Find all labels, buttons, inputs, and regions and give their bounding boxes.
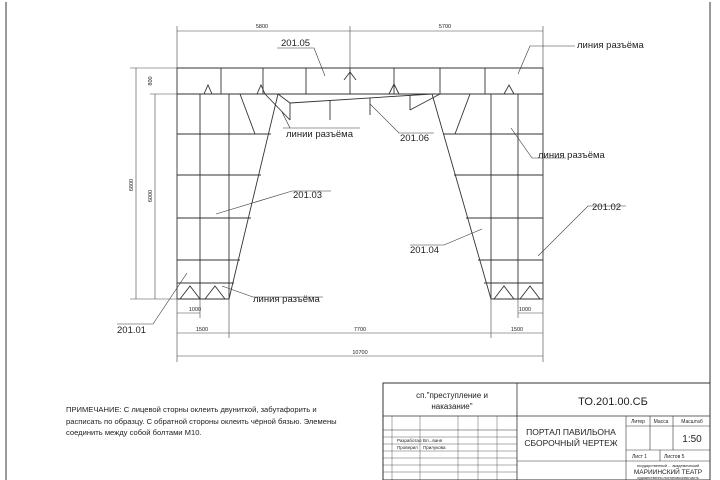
note-line-1: ПРИМЕЧАНИЕ: С лицевой сторны оклеить двуниткой, забутафорить и — [66, 405, 317, 414]
note-line-2: расписать по образцу. С обратной стороны оклеить чёрной бязью. Элемены — [66, 416, 337, 426]
tb-project-line1: сп."преступление и — [416, 391, 488, 400]
tb-row-developed-name: Вл...ваня — [423, 438, 443, 443]
tb-org-small2: художественно-постановочная часть — [637, 476, 699, 480]
label-split-top-right: линия разъёма — [577, 40, 644, 51]
tb-org-name: МАРИИНСКИЙ ТЕАТР — [633, 469, 703, 476]
label-201-05: 201.05 — [281, 38, 311, 49]
dim-bottom-right: 1500 — [510, 327, 524, 333]
tb-row-developed: Разработал — [397, 438, 422, 443]
dim-bottom-left-small: 1000 — [188, 307, 202, 313]
label-201-01: 201.01 — [117, 325, 147, 336]
tb-sheet: Лист 1 — [632, 454, 648, 460]
lintel-201-06 — [265, 94, 440, 120]
dim-top-band: 800 — [148, 76, 154, 86]
dim-top-left: 5800 — [255, 24, 269, 30]
tb-project-line2: наказание" — [431, 402, 473, 411]
portal-drawing — [177, 68, 543, 299]
dim-bottom-total: 10700 — [352, 350, 368, 356]
label-201-06: 201.06 — [400, 133, 430, 144]
dim-bottom-center: 7700 — [353, 327, 367, 333]
dimension-texts — [129, 24, 531, 356]
tb-col-mass: Масса — [653, 419, 669, 425]
label-201-04: 201.04 — [410, 245, 440, 256]
label-split-right: линия разъёма — [538, 150, 605, 161]
portal-outline — [177, 68, 543, 299]
note-line-3: соединить между собой болтами М10. — [66, 428, 202, 437]
tb-title-line1: ПОРТАЛ ПАВИЛЬОНА — [526, 427, 616, 437]
dim-bottom-right-small: 1000 — [518, 307, 532, 313]
drawing-note — [66, 404, 356, 439]
dim-height-total: 6800 — [129, 178, 135, 192]
label-201-03: 201.03 — [293, 190, 323, 201]
label-split-bottom: линия разъёма — [253, 294, 320, 305]
right-post-grid — [443, 94, 543, 299]
dim-bottom-left: 1500 — [195, 327, 209, 333]
tb-org-small: государственный ... академический — [636, 464, 700, 468]
tb-col-scale: Масштаб — [681, 419, 703, 425]
callout-leaders — [117, 46, 626, 324]
tb-sheets: Листов 5 — [664, 454, 685, 460]
label-201-02: 201.02 — [592, 202, 622, 213]
dim-height-inner: 6000 — [148, 189, 154, 203]
dim-top-right: 5700 — [438, 24, 452, 30]
tb-row-checked: Проверил — [397, 445, 418, 450]
tb-row-checked-name: Прилукова — [423, 445, 446, 450]
callout-labels — [117, 38, 645, 336]
top-band-grid — [204, 68, 514, 94]
tb-code: ТО.201.00.СБ — [578, 396, 648, 408]
left-post-grid — [177, 94, 271, 299]
tb-title-line2: СБОРОЧНЫЙ ЧЕРТЕЖ — [524, 438, 618, 448]
tb-scale: 1:50 — [682, 434, 702, 445]
tb-col-litera: Литер — [631, 419, 645, 425]
label-split-middle: линии разъёма — [286, 129, 353, 140]
title-block-text — [397, 391, 703, 480]
